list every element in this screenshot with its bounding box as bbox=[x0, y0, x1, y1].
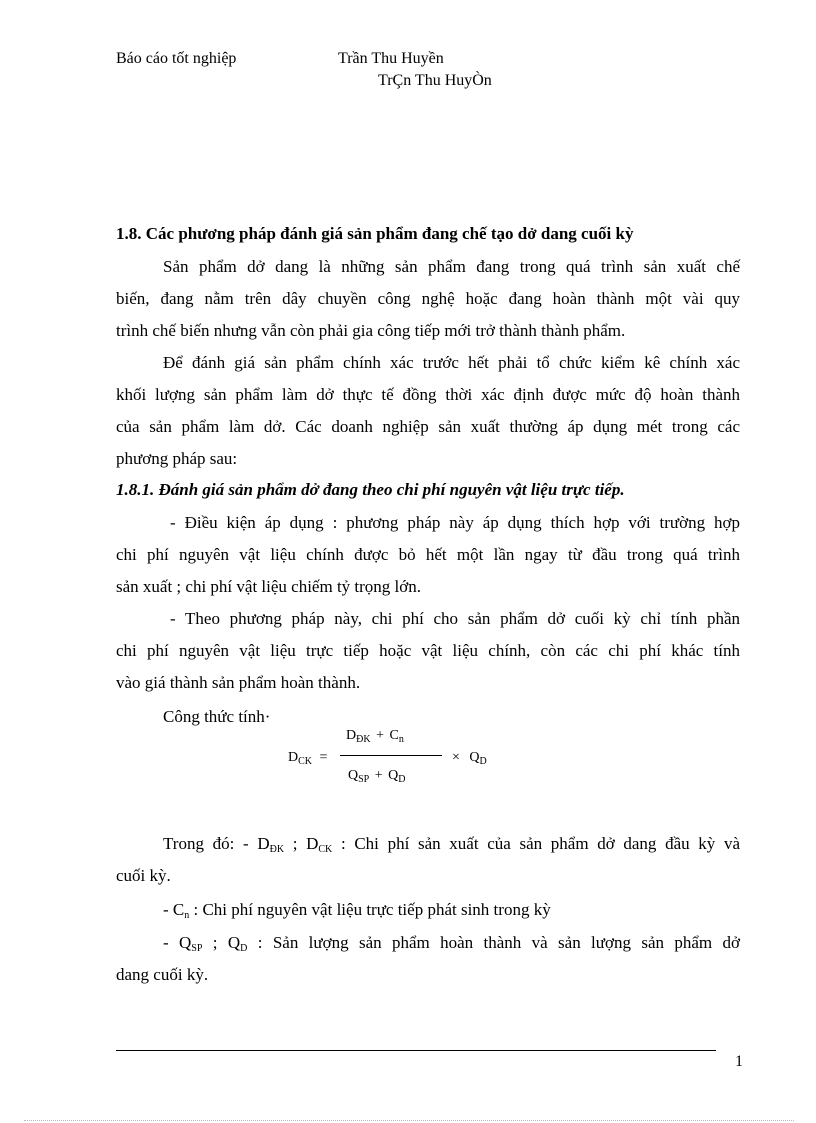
formula-lhs: $D_{CK}$ = bbox=[288, 750, 328, 767]
legend-line-3: - $Q_{SP}$ ; $Q_D$ : Sản lượng sản phẩm hoàn thành và sản lượng sản phẩm dở bbox=[163, 933, 740, 954]
para1-line-1: Sản phẩm dở dang là những sản phẩm đang trong quá trình sản xuất chế bbox=[163, 257, 740, 276]
para2-line-1: Để đánh giá sản phẩm chính xác trước hết phải tổ chức kiểm kê chính xác bbox=[163, 353, 740, 372]
formula-multiplier: × $Q_D$ bbox=[452, 750, 487, 767]
subsection-heading: 1.8.1. Đánh giá sản phẩm dở đang theo chi phí nguyên vật liệu trực tiếp. bbox=[116, 480, 625, 499]
header-author: Trần Thu Huyền bbox=[338, 50, 444, 67]
formula-denominator: $Q_{SP} + Q_D$ bbox=[348, 768, 406, 785]
para2-line-2: khối lượng sản phẩm làm dở thực tế đồng thời xác định được mức độ hoàn thành bbox=[116, 385, 740, 404]
formula-numerator: $D_{ĐK} + C_n$ bbox=[346, 728, 404, 745]
method-line-2: chi phí nguyên vật liệu trực tiếp hoặc vật liệu chính, còn các chi phí khác tính bbox=[116, 641, 740, 660]
cond-line-1: - Điều kiện áp dụng : phương pháp này áp dụng thích hợp với trường hợp bbox=[170, 513, 740, 532]
legend-line-3-cont: dang cuối kỳ. bbox=[116, 965, 209, 984]
header-report-title: Báo cáo tốt nghiệp bbox=[116, 50, 237, 67]
legend-line-1: Trong đó: - $D_{ĐK}$ ; $D_{CK}$ : Chi phí sản xuất của sản phẩm dở dang đầu kỳ và bbox=[163, 834, 741, 855]
para2-line-3: của sản phẩm làm dở. Các doanh nghiệp sản xuất thường áp dụng mét trong các bbox=[116, 417, 740, 436]
page-number: 1 bbox=[735, 1053, 743, 1070]
para2-line-4: phương pháp sau: bbox=[116, 449, 238, 468]
footer-rule bbox=[116, 1050, 716, 1051]
formula-fraction-bar bbox=[340, 755, 442, 756]
formula-label: Công thức tính· bbox=[163, 707, 271, 726]
legend-line-1-cont: cuối kỳ. bbox=[116, 866, 171, 885]
method-line-1: - Theo phương pháp này, chi phí cho sản phẩm dở cuối kỳ chỉ tính phần bbox=[170, 609, 740, 628]
cond-line-2: chi phí nguyên vật liệu chính được bỏ hết một lần ngay từ đầu trong quá trình bbox=[116, 545, 740, 564]
header-author-garbled: TrÇn Thu HuyÒn bbox=[378, 72, 492, 89]
legend-line-2: - $C_n$ : Chi phí nguyên vật liệu trực tiếp phát sinh trong kỳ bbox=[163, 900, 551, 921]
section-heading: 1.8. Các phương pháp đánh giá sản phẩm đang chế tạo dở dang cuối kỳ bbox=[116, 224, 634, 243]
cond-line-3: sản xuất ; chi phí vật liệu chiếm tỷ trọng lớn. bbox=[116, 577, 422, 596]
para1-line-2: biến, đang nằm trên dây chuyền công nghệ hoặc đang hoàn thành một vài quy bbox=[116, 289, 740, 308]
method-line-3: vào giá thành sản phẩm hoàn thành. bbox=[116, 673, 361, 692]
page-bottom-border bbox=[24, 1120, 794, 1121]
para1-line-3: trình chế biến nhưng vẫn còn phải gia công tiếp mới trở thành thành phẩm. bbox=[116, 321, 626, 340]
